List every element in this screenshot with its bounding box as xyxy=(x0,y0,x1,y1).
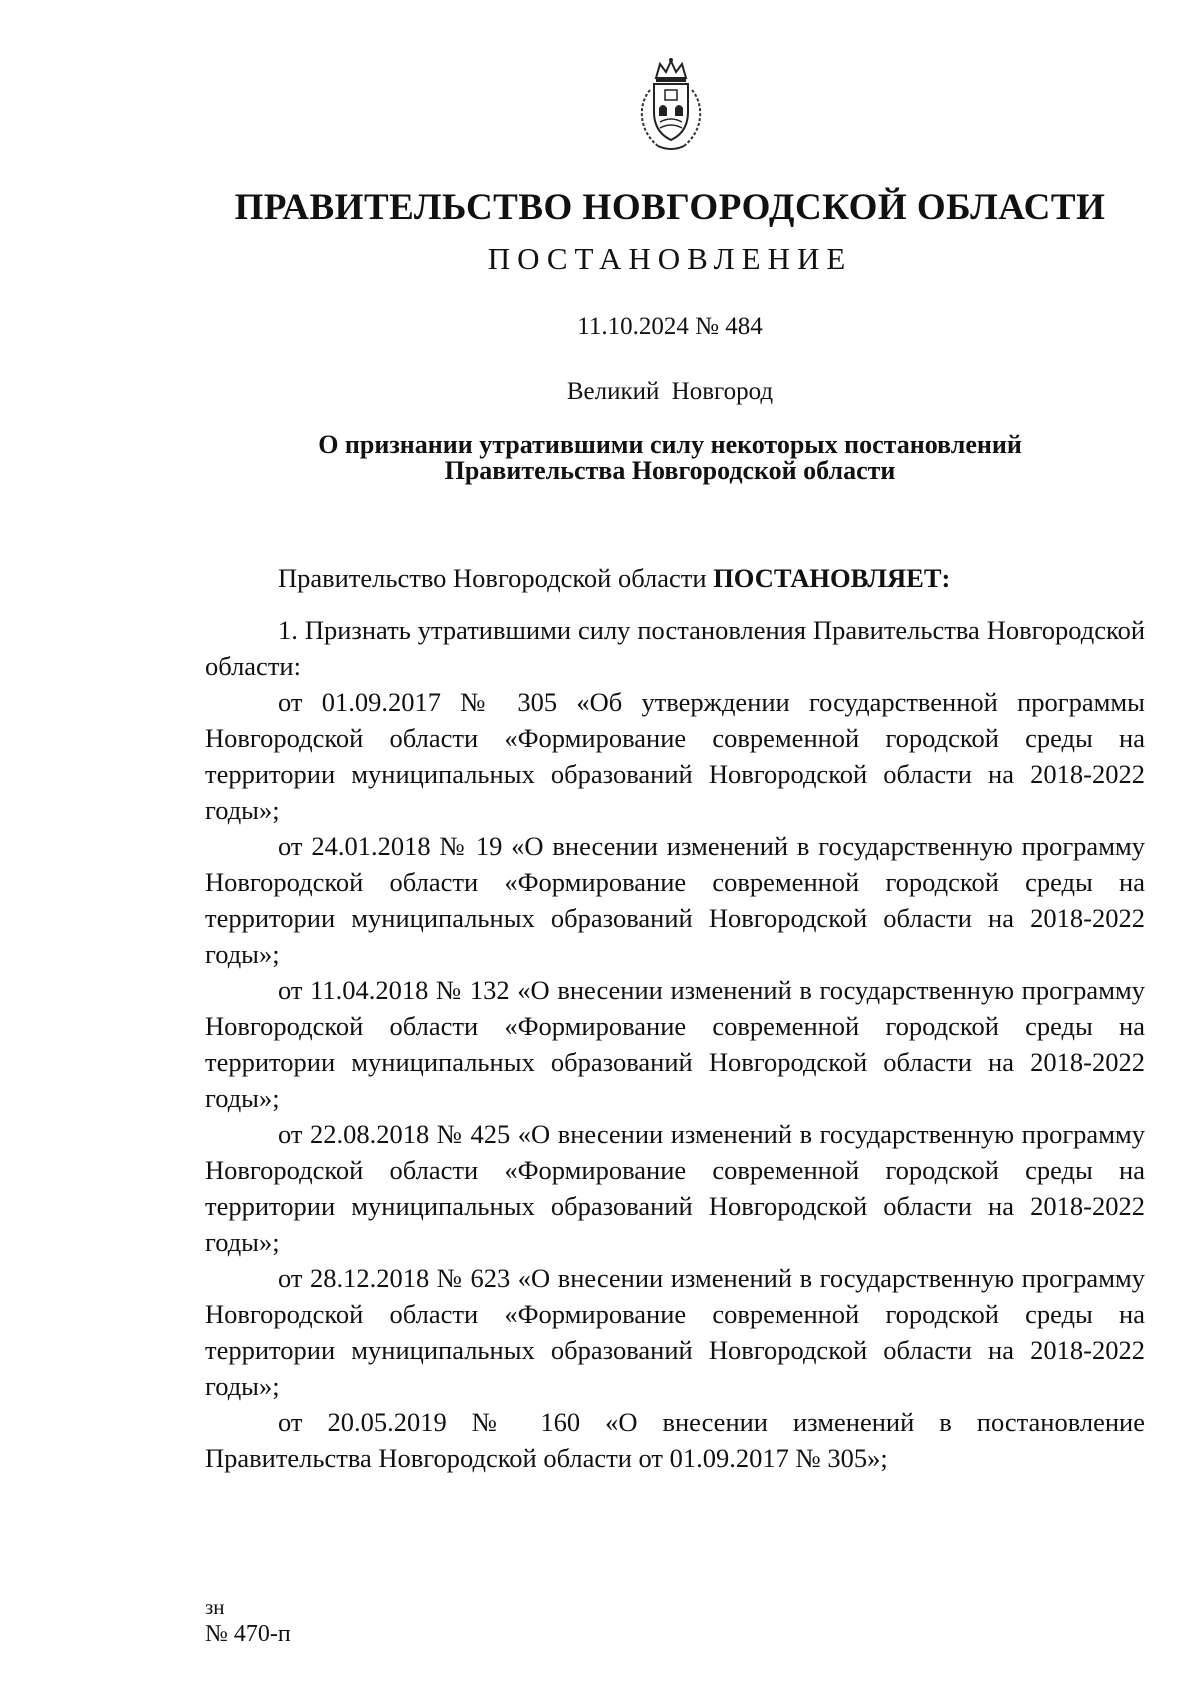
document-place: Великий Новгород xyxy=(566,378,774,405)
document-body xyxy=(205,560,1145,1476)
body-paragraph-6: от 28.12.2018 № 623 «О внесении изменений в государственную программу Новгородской области «Формирование современной городской среды на территории муниципальных образований Новгородской области на 2018-2022 годы»; xyxy=(205,1263,1145,1401)
preamble-text: Правительство Новгородской области xyxy=(278,563,714,593)
document-date-number: 11.10.2024 № 484 xyxy=(577,313,763,340)
preamble-resolves: ПОСТАНОВЛЯЕТ: xyxy=(713,563,951,593)
government-title: ПРАВИТЕЛЬСТВО НОВГОРОДСКОЙ ОБЛАСТИ xyxy=(234,187,1106,228)
body-paragraph-2: от 01.09.2017 № 305 «Об утверждении государственной программы Новгородской области «Формирование современной городской среды на территории муниципальных образований Новгородской области на 2018-2022 годы»; xyxy=(205,687,1145,825)
footer-number: № 470-п xyxy=(205,1621,291,1647)
body-paragraph-4: от 11.04.2018 № 132 «О внесении изменений в государственную программу Новгородской области «Формирование современной городской среды на территории муниципальных образований Новгородской области на 2018-2022 годы»; xyxy=(205,975,1145,1113)
preamble xyxy=(205,560,1145,596)
document-type: ПОСТАНОВЛЕНИЕ xyxy=(487,241,853,276)
footer-code: зн xyxy=(205,1595,225,1619)
novgorod-region-coat-of-arms-icon xyxy=(632,56,710,152)
body-paragraph-5: от 22.08.2018 № 425 «О внесении изменений в государственную программу Новгородской области «Формирование современной городской среды на территории муниципальных образований Новгородской области на 2018-2022 годы»; xyxy=(205,1119,1145,1257)
body-paragraph-3: от 24.01.2018 № 19 «О внесении изменений в государственную программу Новгородской области «Формирование современной городской среды на территории муниципальных образований Новгородской области на 2018-2022 годы»; xyxy=(205,831,1145,969)
document-subject-line-1: О признании утратившими силу некоторых постановлений xyxy=(318,430,1022,459)
document-subject xyxy=(0,432,1200,484)
document-subject-line-2: Правительства Новгородской области xyxy=(444,456,896,485)
body-paragraph-1: 1. Признать утратившими силу постановления Правительства Новгородской области: xyxy=(205,615,1145,681)
body-paragraph-7: от 20.05.2019 № 160 «О внесении изменений в постановление Правительства Новгородской области от 01.09.2017 № 305»; xyxy=(205,1407,1145,1473)
